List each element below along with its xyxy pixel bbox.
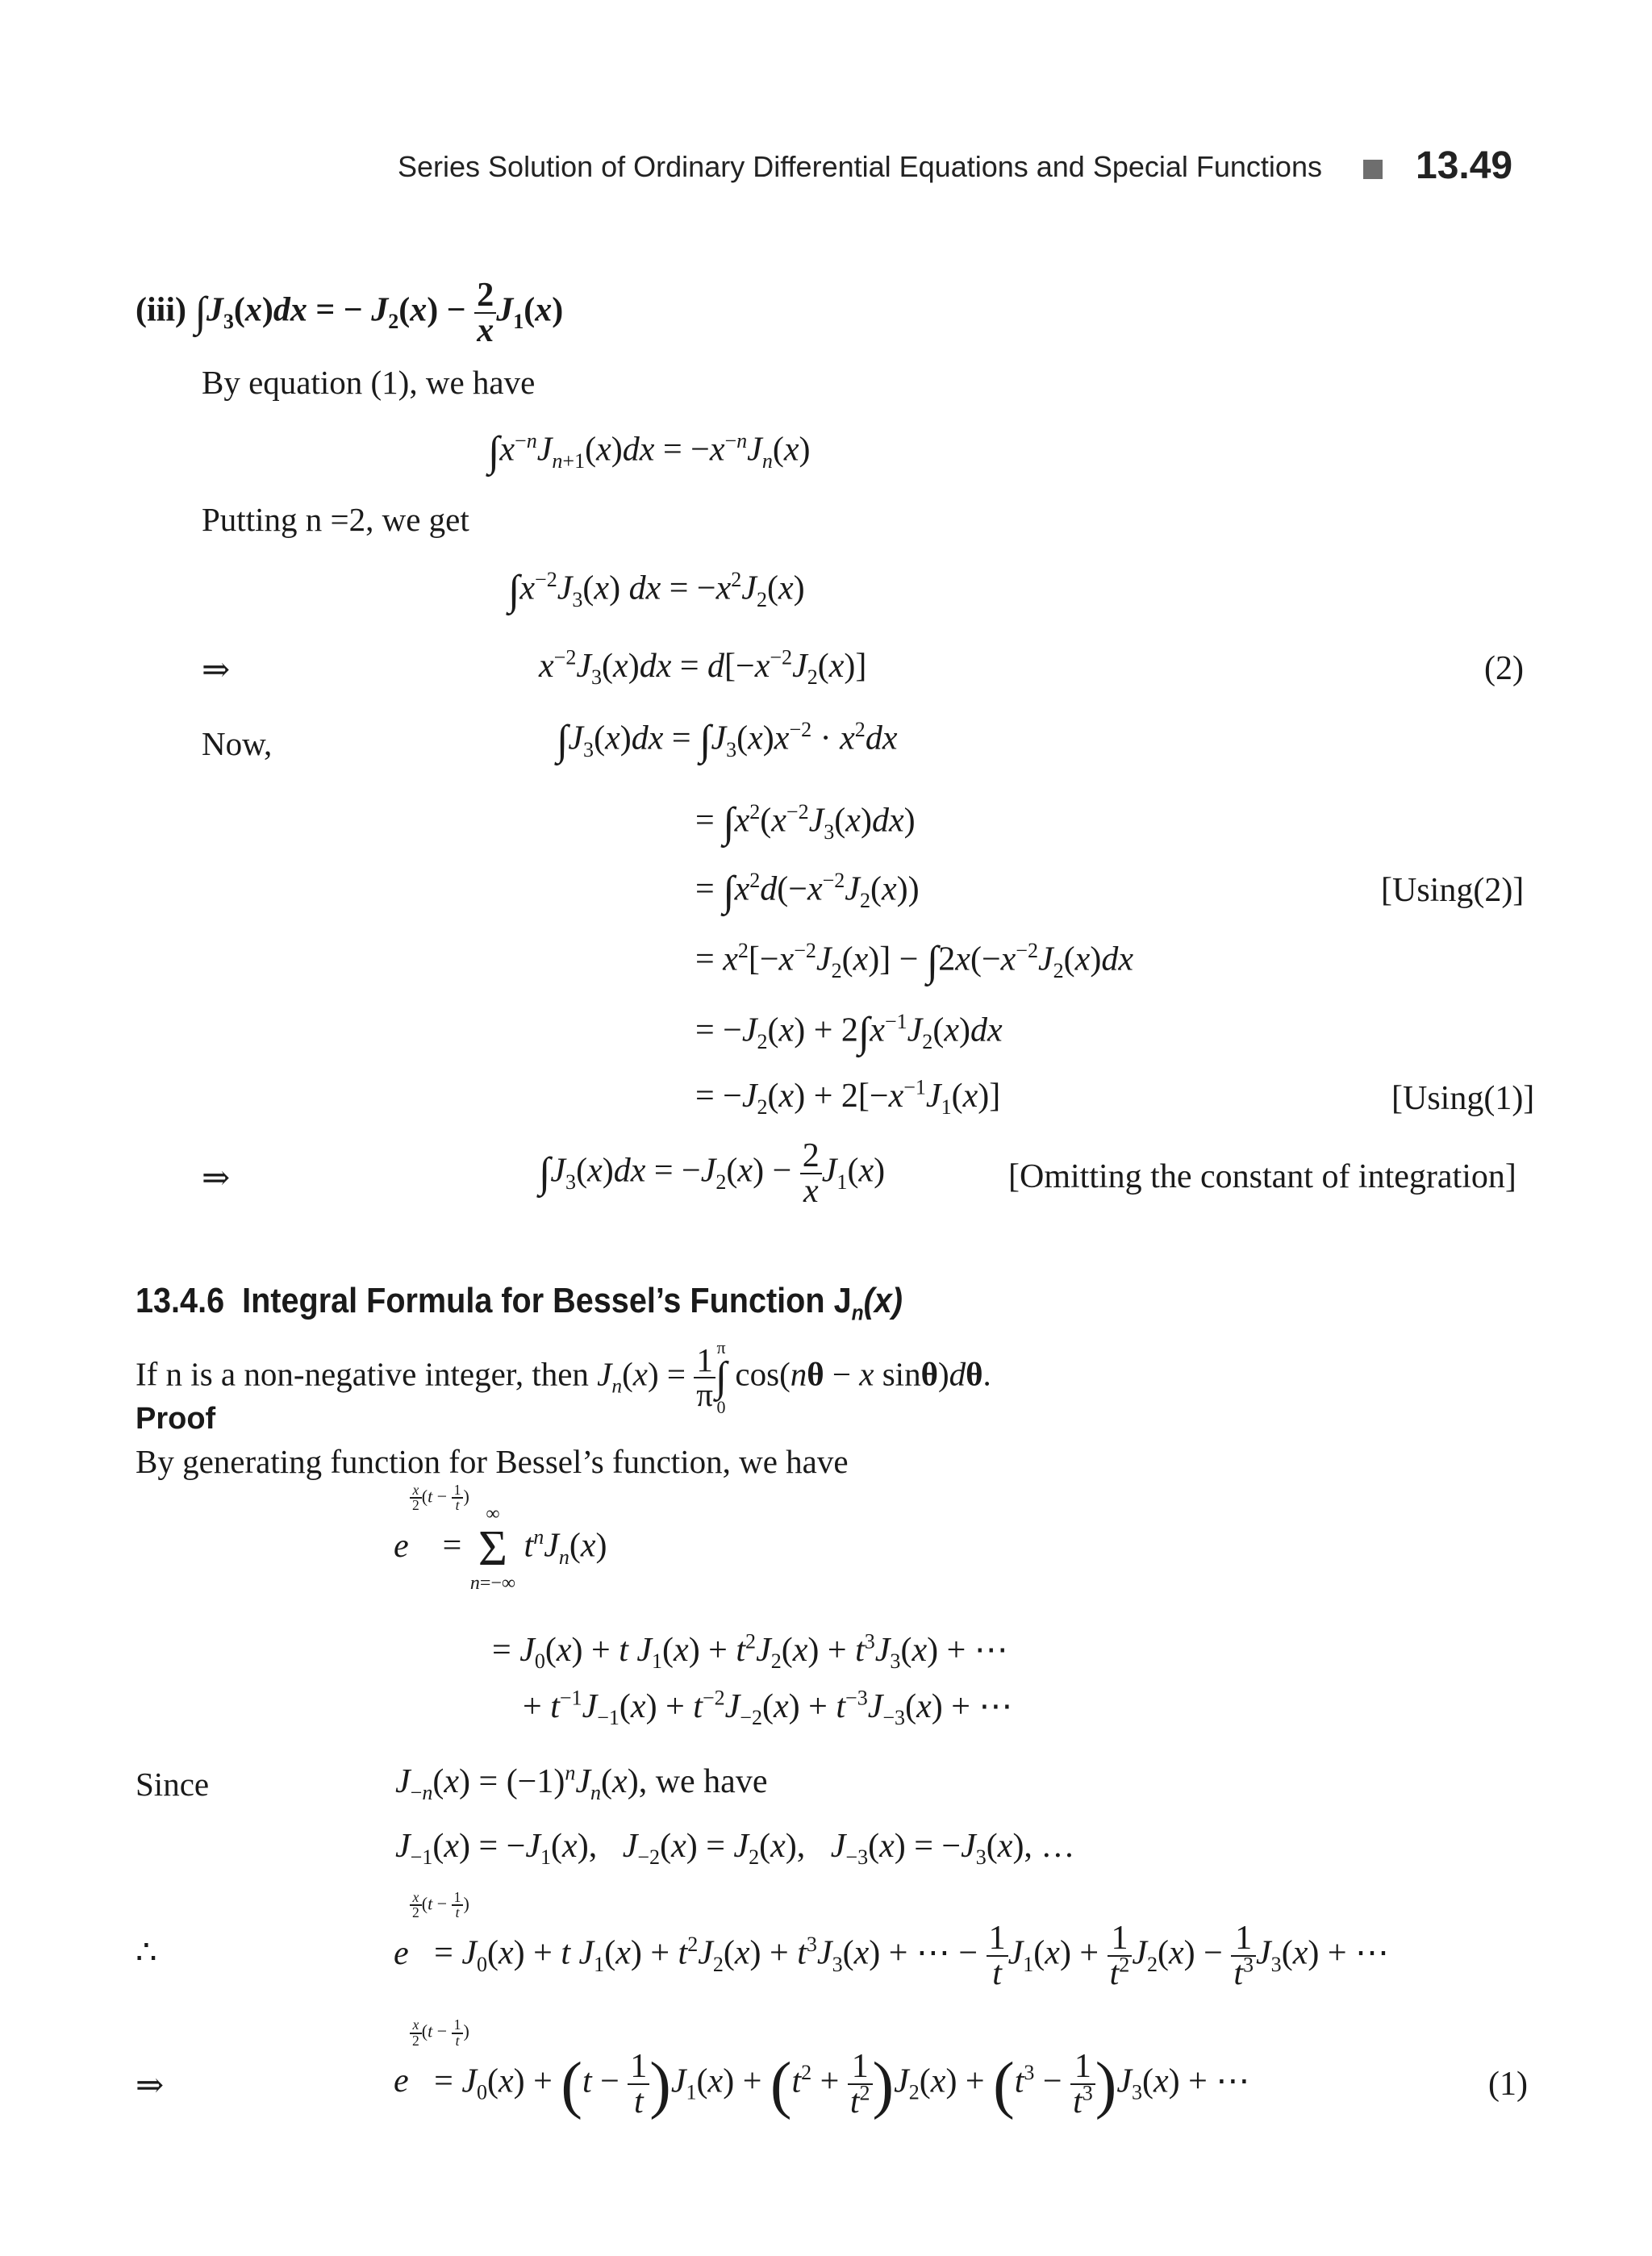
section-title-tail: (x) bbox=[863, 1281, 903, 1320]
expansion-line-1: = $J_0(x) + t$ $J_1(x) + t^2J_2(x) + t^3J_3(x)$ + ⋯ bbox=[492, 1629, 1008, 1674]
using-1-note: [Using(1)] bbox=[1391, 1080, 1535, 1117]
equation-general: $\int x^{-n}J_{n+1}(x)dx = -x^{-n}J_n(x)$ bbox=[488, 428, 811, 475]
equation-number-1: (1) bbox=[1488, 2066, 1528, 2103]
expansion-line-2: + $t^{-1}J_{-1}(x) + t^{-2}J_{-2}(x) + t^{-3}J_{-3}(x)$ + ⋯ bbox=[523, 1686, 1013, 1730]
equation-2: $x^{-2}J_3(x)dx = d[-x^{-2}J_2(x)]$ bbox=[539, 645, 867, 690]
implies-symbol: ⇒ bbox=[136, 2067, 165, 2104]
negative-order-relation: $J_{-n}(x) = (-1)^nJ_n(x)$, we have bbox=[395, 1761, 768, 1805]
proof-intro: By generating function for Bessel’s function, we have bbox=[136, 1443, 849, 1480]
header-square-icon bbox=[1363, 160, 1383, 179]
derivation-step-2: = $\int x^2(x^{-2}J_3(x)dx)$ bbox=[695, 799, 916, 846]
running-header: Series Solution of Ordinary Differential Equations and Special Functions bbox=[398, 150, 1322, 183]
generating-function: e $\frac{x}{2}$ (t − $\frac{1}{t}$ ) = ∞ Σ n=−∞ $t^nJ_n(x)$ bbox=[394, 1481, 607, 1594]
now-label: Now, bbox=[202, 725, 273, 762]
using-2-note: [Using(2)] bbox=[1381, 872, 1525, 909]
section-title: Integral Formula for Bessel’s Function J bbox=[242, 1281, 852, 1320]
implies-symbol: ⇒ bbox=[202, 652, 231, 689]
integral-statement: If n is a non-negative integer, then $J_n(x)$ = $\frac{1}{\pi}$ π ∫ 0 cos(nθ − x sinθ)dθ. bbox=[136, 1337, 991, 1417]
derivation-step-4: = $x^2[-x^{-2}J_2(x)] - \int 2x(-x^{-2}J_2(x)dx$ bbox=[695, 938, 1133, 985]
section-heading: 13.4.6 Integral Formula for Bessel’s Function $J_n(x)$ bbox=[136, 1281, 903, 1325]
derivation-step-3: = $\int x^2d(-x^{-2}J_2(x))$ bbox=[695, 868, 920, 915]
omit-note: [Omitting the constant of integration] bbox=[1008, 1158, 1516, 1195]
since-label: Since bbox=[136, 1766, 210, 1803]
proof-label: Proof bbox=[136, 1402, 216, 1436]
intro-line: By equation (1), we have bbox=[202, 364, 536, 401]
statement-prefix: If n is a non-negative integer, then bbox=[136, 1355, 589, 1393]
final-result: $\int J_3(x)dx = -J_2(x)$ − $\frac{2}{x}$ $J_1(x)$ bbox=[539, 1137, 886, 1210]
derivation-step-5: = $-J_2(x) + 2\int x^{-1}J_2(x)dx$ bbox=[695, 1009, 1003, 1056]
section-number: 13.4.6 bbox=[136, 1281, 225, 1320]
grouped-expansion: e $\frac{x}{2}$ (t − $\frac{1}{t}$ ) = $J_0(x) + (t$ − $\frac{1}{t}$ )$J_1(x) + (t^2$ + $\frac{1}{t^2}$ )$J_2(x) + (t^3$ − $\frac{1}{t^3}$ )$J_3(x)$ + ⋯ bbox=[394, 2016, 1250, 2120]
implies-symbol: ⇒ bbox=[202, 1160, 231, 1197]
equation-number-2: (2) bbox=[1484, 650, 1524, 687]
part-label: (iii) bbox=[136, 291, 186, 329]
negative-order-values: $J_{-1}(x) = -J_1(x)$, $J_{-2}(x) = J_2(x)$, $J_{-3}(x) = -J_3(x)$, … bbox=[395, 1828, 1075, 1870]
equation-n2: $\int x^{-2}J_3(x)$ dx = $-x^2J_2(x)$ bbox=[508, 567, 805, 614]
we-have-text: , we have bbox=[638, 1763, 768, 1800]
derivation-step-1: $\int J_3(x)dx = \int J_3(x)x^{-2} \cdot x^2dx$ bbox=[557, 717, 898, 764]
combined-expansion: e $\frac{x}{2}$ (t − $\frac{1}{t}$ ) = $J_0(x) + t$ $J_1(x) + t^2J_2(x) + t^3J_3(x)$ + ⋯ − $\frac{1}{t}$ $J_1(x)$ + $\frac{1}{t^2}$ $J_2(x)$ − $\frac{1}{t^3}$ $J_3(x)$ + ⋯ bbox=[394, 1888, 1390, 1992]
part-iii-heading: (iii) $\int J_3(x)dx$ = − $J_2(x)$ − $\frac{2}{x}$ $J_1(x)$ bbox=[136, 277, 564, 349]
putting-line: Putting n =2, we get bbox=[202, 501, 469, 538]
derivation-step-6: = $-J_2(x) + 2[-x^{-1}J_1(x)]$ bbox=[695, 1075, 1001, 1120]
page-number: 13.49 bbox=[1416, 144, 1513, 187]
therefore-symbol: ∴ bbox=[136, 1934, 157, 1971]
